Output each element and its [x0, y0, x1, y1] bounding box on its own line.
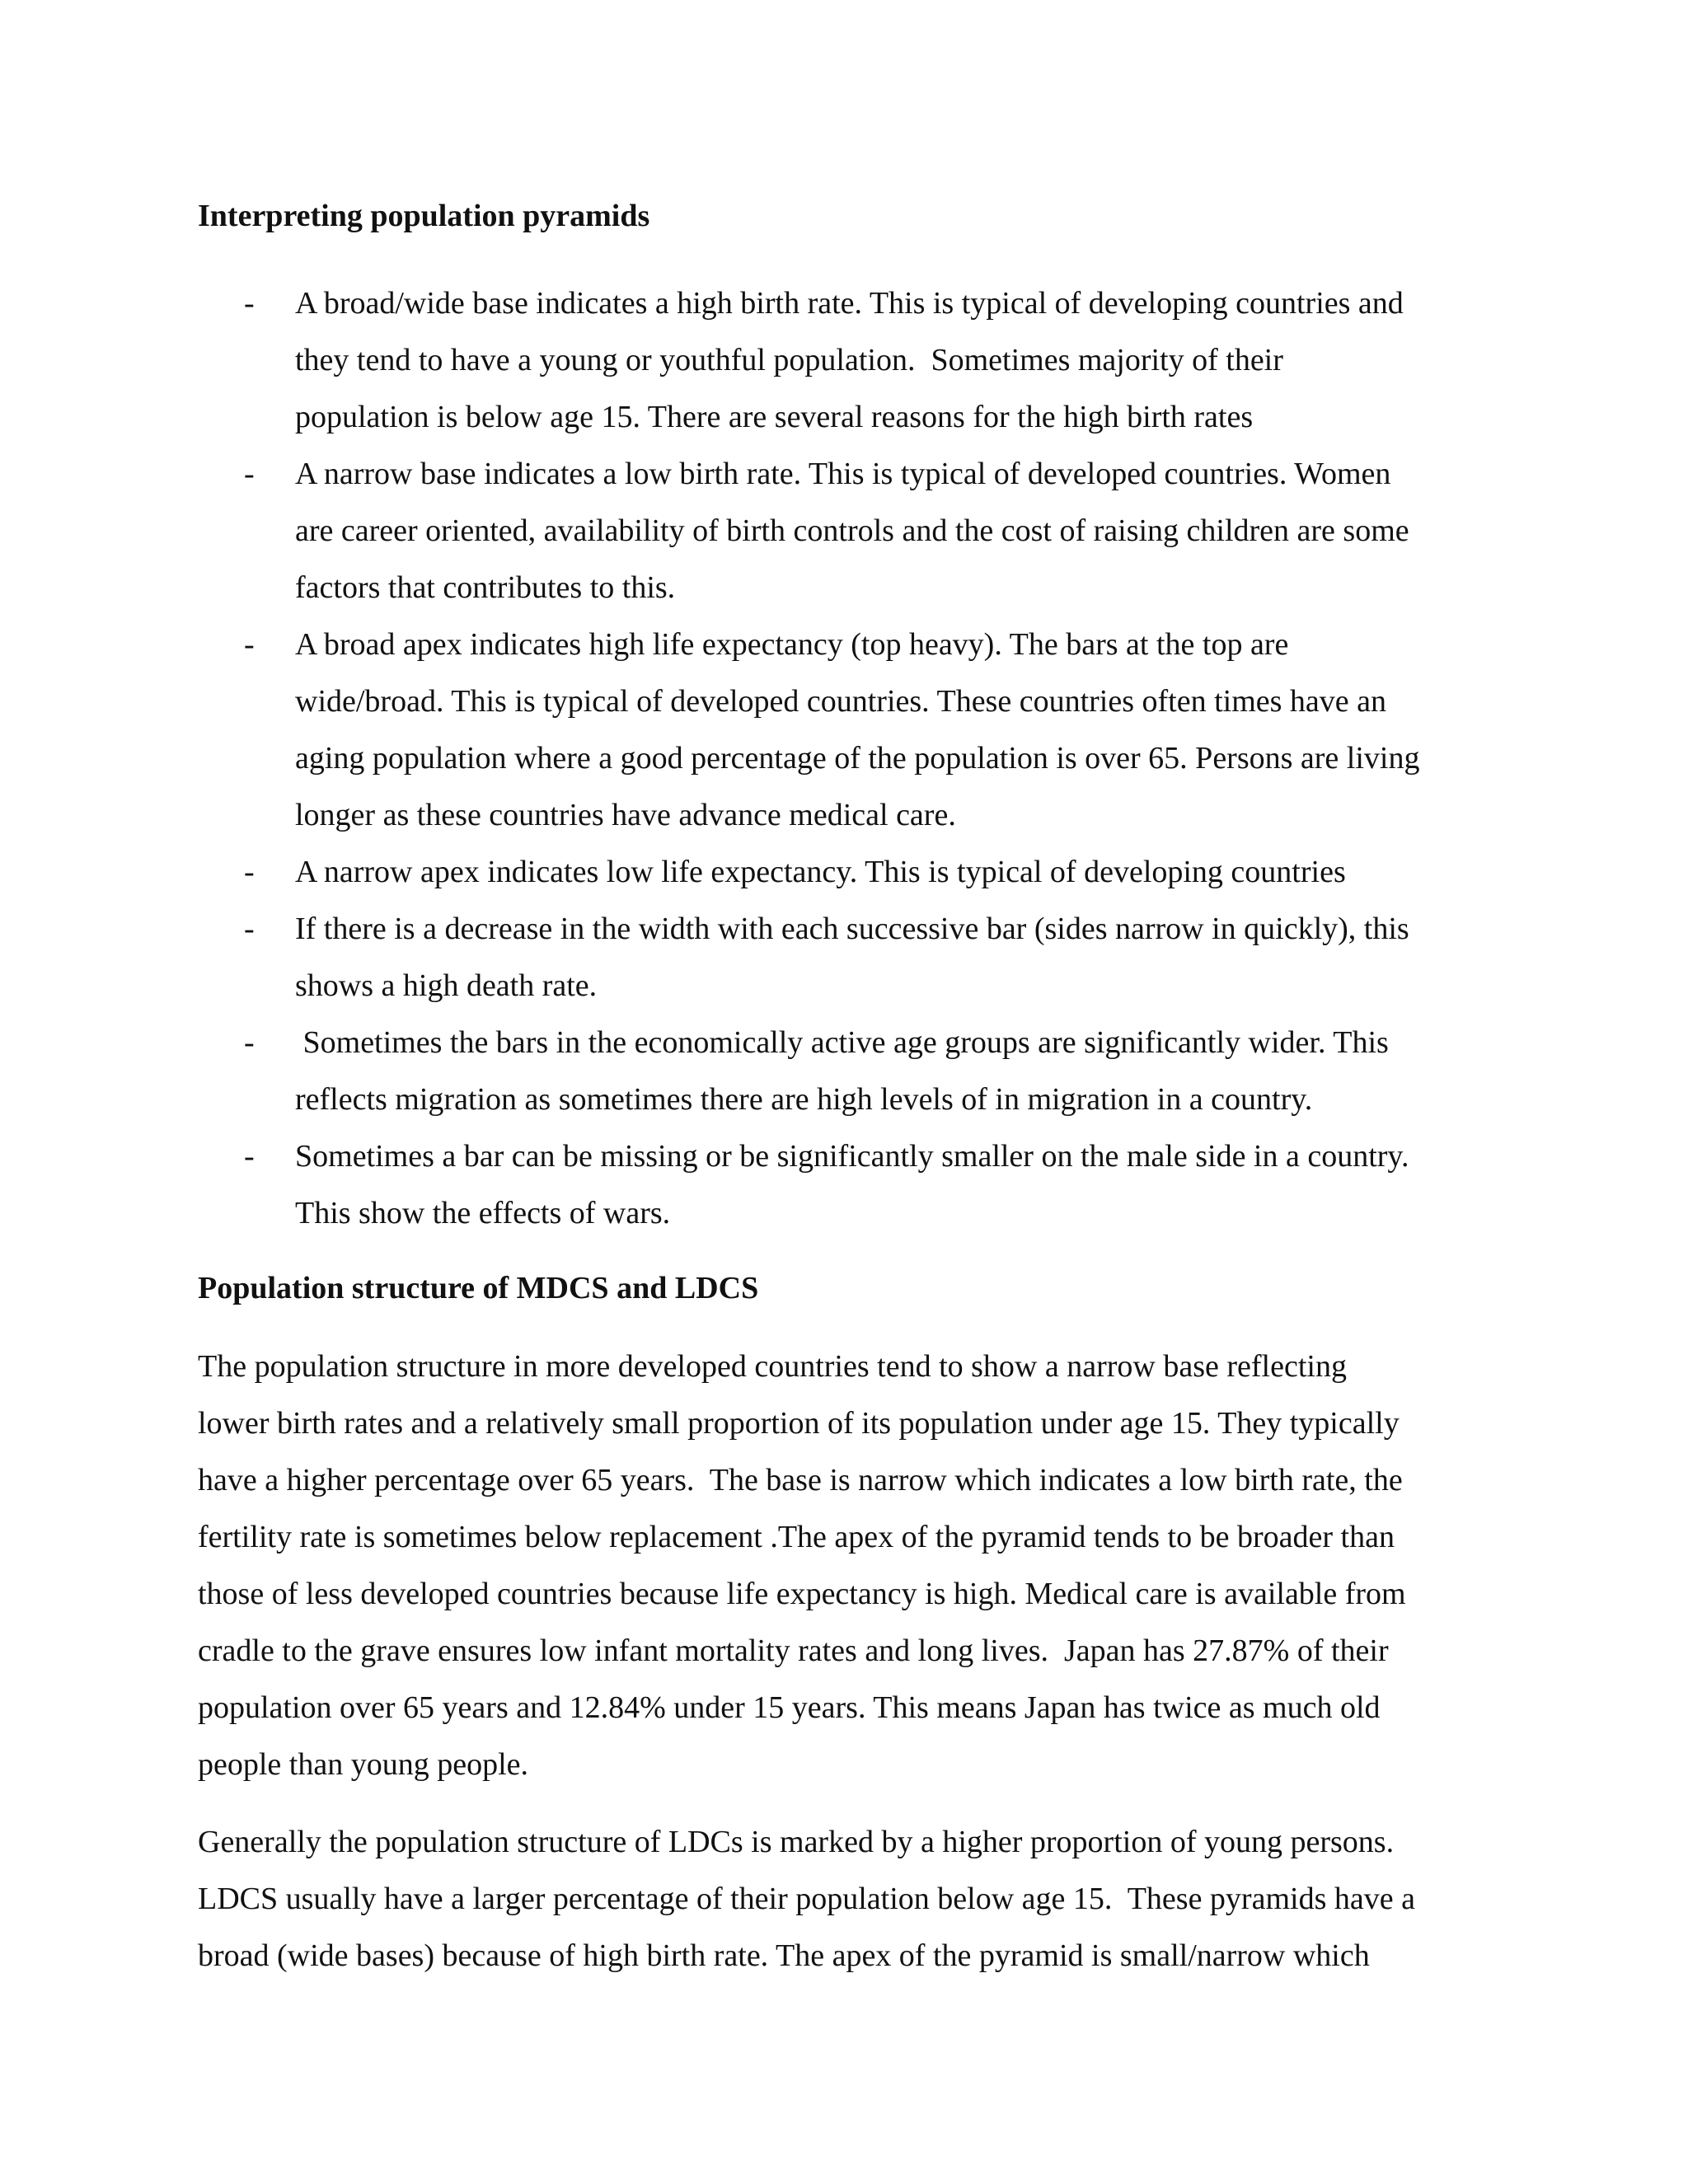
text-line: longer as these countries have advance medical care.	[295, 798, 956, 832]
text-line: those of less developed countries because life expectancy is high. Medical care is available from	[198, 1577, 1406, 1611]
text-line: Generally the population structure of LDCs is marked by a higher proportion of young persons.	[198, 1825, 1395, 1859]
text-line: shows a high death rate.	[295, 968, 598, 1003]
bullet-text	[295, 1128, 1484, 1242]
text-line: population over 65 years and 12.84% under 15 years. This means Japan has twice as much old	[198, 1690, 1381, 1725]
bullet-list	[198, 275, 1484, 1242]
text-line: aging population where a good percentage of the population is over 65. Persons are living	[295, 741, 1420, 776]
text-line: people than young people.	[198, 1747, 529, 1782]
bullet-dash: -	[244, 912, 255, 946]
text-line: A narrow apex indicates low life expectancy. This is typical of developing countries	[295, 855, 1346, 889]
bullet-text	[295, 616, 1484, 844]
list-item	[198, 1128, 1484, 1242]
bullet-dash: -	[244, 1139, 255, 1174]
bullet-text	[295, 1015, 1484, 1128]
text-line: factors that contributes to this.	[295, 570, 676, 605]
bullet-text	[295, 446, 1484, 616]
text-line: they tend to have a young or youthful population. Sometimes majority of their	[295, 343, 1283, 377]
text-line: wide/broad. This is typical of developed countries. These countries often times have an	[295, 684, 1387, 719]
section-heading-interpreting: Interpreting population pyramids	[198, 199, 650, 233]
list-item	[198, 275, 1484, 446]
list-item	[198, 616, 1484, 844]
bullet-dash: -	[244, 457, 255, 491]
text-line: reflects migration as sometimes there are high levels of in migration in a country.	[295, 1082, 1313, 1117]
bullet-text	[295, 901, 1484, 1015]
text-line: A broad/wide base indicates a high birth rate. This is typical of developing countries and	[295, 286, 1404, 321]
text-line: have a higher percentage over 65 years. The base is narrow which indicates a low birth rate, the	[198, 1463, 1403, 1497]
text-line: A narrow base indicates a low birth rate. This is typical of developed countries. Women	[295, 457, 1391, 491]
paragraph-ldcs	[198, 1814, 1492, 1985]
text-line: The population structure in more developed countries tend to show a narrow base reflecting	[198, 1349, 1347, 1384]
bullet-dash: -	[244, 286, 255, 321]
paragraph-mdcs	[198, 1338, 1492, 1793]
bullet-dash: -	[244, 1025, 255, 1060]
text-line: broad (wide bases) because of high birth rate. The apex of the pyramid is small/narrow which	[198, 1938, 1370, 1973]
list-item	[198, 446, 1484, 616]
list-item	[198, 901, 1484, 1015]
text-line: Sometimes the bars in the economically active age groups are significantly wider. This	[295, 1025, 1389, 1060]
text-line: Sometimes a bar can be missing or be significantly smaller on the male side in a country.	[295, 1139, 1409, 1174]
text-line: This show the effects of wars.	[295, 1196, 671, 1230]
text-line: LDCS usually have a larger percentage of their population below age 15. These pyramids have a	[198, 1882, 1415, 1916]
text-line: cradle to the grave ensures low infant mortality rates and long lives. Japan has 27.87% of their	[198, 1633, 1389, 1668]
text-line: are career oriented, availability of birth controls and the cost of raising children are some	[295, 513, 1409, 548]
text-line: A broad apex indicates high life expectancy (top heavy). The bars at the top are	[295, 627, 1289, 662]
text-line: population is below age 15. There are several reasons for the high birth rates	[295, 400, 1254, 434]
list-item	[198, 844, 1484, 901]
bullet-dash: -	[244, 627, 255, 662]
text-line: If there is a decrease in the width with each successive bar (sides narrow in quickly), this	[295, 912, 1409, 946]
bullet-text	[295, 275, 1484, 446]
text-line: fertility rate is sometimes below replacement .The apex of the pyramid tends to be broader than	[198, 1520, 1395, 1554]
bullet-text	[295, 844, 1484, 901]
section-heading-population-structure: Population structure of MDCS and LDCS	[198, 1271, 759, 1305]
list-item	[198, 1015, 1484, 1128]
bullet-dash: -	[244, 855, 255, 889]
text-line: lower birth rates and a relatively small proportion of its population under age 15. They typically	[198, 1406, 1400, 1441]
